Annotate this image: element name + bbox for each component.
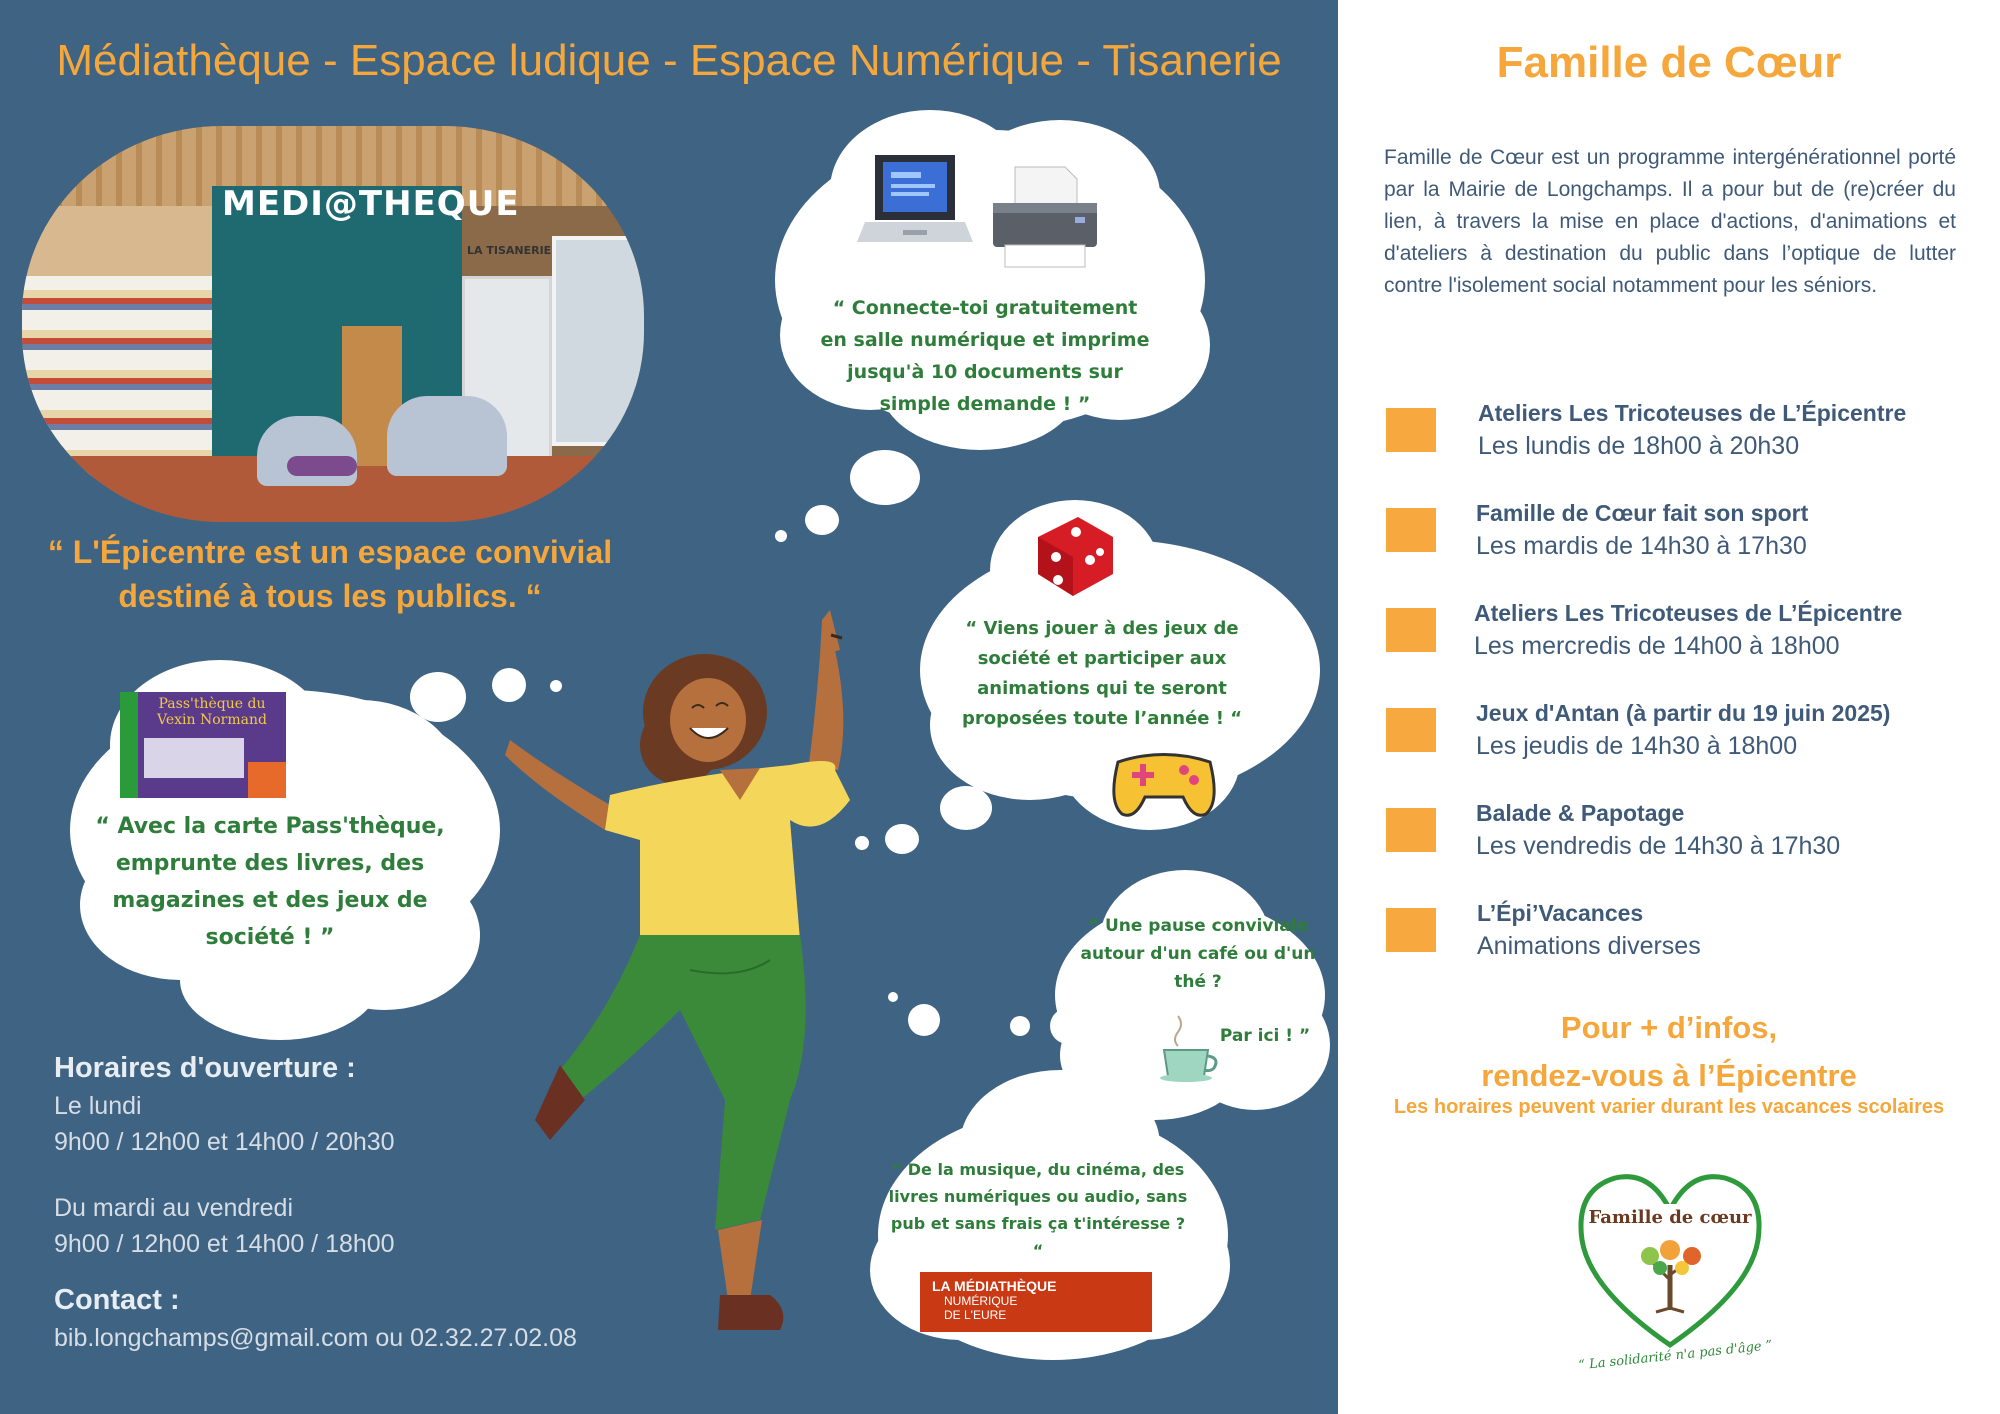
woman-illustration <box>490 540 890 1340</box>
activity-item <box>1338 600 2000 670</box>
logo-line-3: DE L'EURE <box>944 1308 1007 1322</box>
cloud-tisanerie-text: “ Une pause conviviale autour d'un café ou d'un thé ? <box>1080 916 1316 992</box>
activity-schedule: Les mercredis de 14h00 à 18h00 <box>1474 632 1840 660</box>
mediatheque-photo <box>22 126 644 522</box>
page-title: Médiathèque - Espace ludique - Espace Numérique - Tisanerie <box>56 36 1282 85</box>
logo-text: Famille de cœur <box>1588 1207 1752 1228</box>
hours-title: Horaires d'ouverture : <box>54 1052 356 1084</box>
mediatheque-numerique-logo <box>920 1272 1152 1332</box>
printer-icon <box>985 165 1105 275</box>
activity-item <box>1338 400 2000 470</box>
activity-title: Jeux d'Antan (à partir du 19 juin 2025) <box>1476 700 1891 726</box>
activity-schedule: Les mardis de 14h30 à 17h30 <box>1476 532 1807 560</box>
week-label: Du mardi au vendredi <box>54 1194 294 1222</box>
teacup-icon <box>1158 1012 1222 1084</box>
cloud-jeux-text: “ Viens jouer à des jeux de société et participer aux animations qui te seront proposées toute l’année ! “ <box>961 618 1243 729</box>
passtheque-card <box>120 692 286 798</box>
contact-line[interactable]: bib.longchamps@gmail.com ou 02.32.27.02.08 <box>54 1324 577 1352</box>
activity-schedule: Animations diverses <box>1477 932 1701 960</box>
activity-title: Ateliers Les Tricoteuses de L’Épicentre <box>1478 400 1907 426</box>
activity-title: Balade & Papotage <box>1476 800 1685 826</box>
activity-square-icon <box>1386 608 1436 652</box>
activity-item <box>1338 500 2000 570</box>
cloud-musique-text: “ De la musique, du cinéma, des livres numériques ou audio, sans pub et sans frais ça t'intéresse ? “ <box>888 1160 1188 1260</box>
activity-item <box>1338 900 2000 970</box>
tisanerie-link[interactable]: Par ici ! ” <box>1219 1026 1311 1046</box>
famille-de-coeur-logo <box>1570 1160 1770 1360</box>
activity-schedule: Les jeudis de 14h30 à 18h00 <box>1476 732 1798 760</box>
laptop-icon <box>855 150 975 260</box>
famille-title: Famille de Cœur <box>1496 38 1842 87</box>
week-hours: 9h00 / 12h00 et 14h00 / 18h00 <box>54 1230 395 1258</box>
activity-title: L’Épi’Vacances <box>1477 900 1644 926</box>
passtheque-card-title: Pass'thèque du Vexin Normand <box>157 696 267 728</box>
info-note: Les horaires peuvent varier durant les vacances scolaires <box>1393 1096 1945 1118</box>
activity-title: Famille de Cœur fait son sport <box>1476 500 1809 526</box>
photo-sign: MEDI@THEQUE <box>222 184 520 224</box>
activity-square-icon <box>1386 408 1436 452</box>
logo-line-1: LA MÉDIATHÈQUE <box>932 1278 1057 1294</box>
monday-hours: 9h00 / 12h00 et 14h00 / 20h30 <box>54 1128 395 1156</box>
activity-title: Ateliers Les Tricoteuses de L’Épicentre <box>1474 600 1903 626</box>
contact-title: Contact : <box>54 1284 180 1316</box>
logo-caption: “ La solidarité n'a pas d'âge ” <box>1577 1338 1774 1374</box>
info-line-1: Pour + d’infos, <box>1560 1010 1778 1045</box>
activity-item <box>1338 800 2000 870</box>
opening-hours <box>54 1052 395 1259</box>
dice-icon <box>1028 512 1120 600</box>
logo-line-2: NUMÉRIQUE <box>944 1294 1018 1308</box>
famille-de-coeur-panel <box>1338 0 2000 1414</box>
activity-schedule: Les vendredis de 14h30 à 17h30 <box>1476 832 1841 860</box>
famille-intro: Famille de Cœur est un programme intergénérationnel porté par la Mairie de Longchamps. Il a pour but de (re)créer du lien, à travers la mise en place d'actions, d'animations et d'ateliers à destination du public dans l’optique de lutter contre l'isolement social notamment pour les séniors. <box>1384 146 1956 297</box>
activity-square-icon <box>1386 808 1436 852</box>
info-heading <box>1338 1004 2000 1100</box>
activity-square-icon <box>1386 908 1436 952</box>
monday-label: Le lundi <box>54 1092 142 1120</box>
activity-item <box>1338 700 2000 770</box>
cloud-passtheque-text: “ Avec la carte Pass'thèque, emprunte des livres, des magazines et des jeux de société ! ” <box>95 814 445 950</box>
cloud-numerique-text: “ Connecte-toi gratuitement en salle numérique et imprime jusqu'à 10 documents sur simple demande ! ” <box>820 297 1150 415</box>
photo-sign-tisanerie: LA TISANERIE <box>467 244 552 257</box>
main-quote: “ L'Épicentre est un espace convivial destiné à tous les publics. “ <box>47 534 613 614</box>
gamepad-icon <box>1108 742 1220 822</box>
activity-square-icon <box>1386 508 1436 552</box>
info-line-2: rendez-vous à l’Épicentre <box>1481 1058 1857 1093</box>
activity-square-icon <box>1386 708 1436 752</box>
activity-schedule: Les lundis de 18h00 à 20h30 <box>1478 432 1800 460</box>
